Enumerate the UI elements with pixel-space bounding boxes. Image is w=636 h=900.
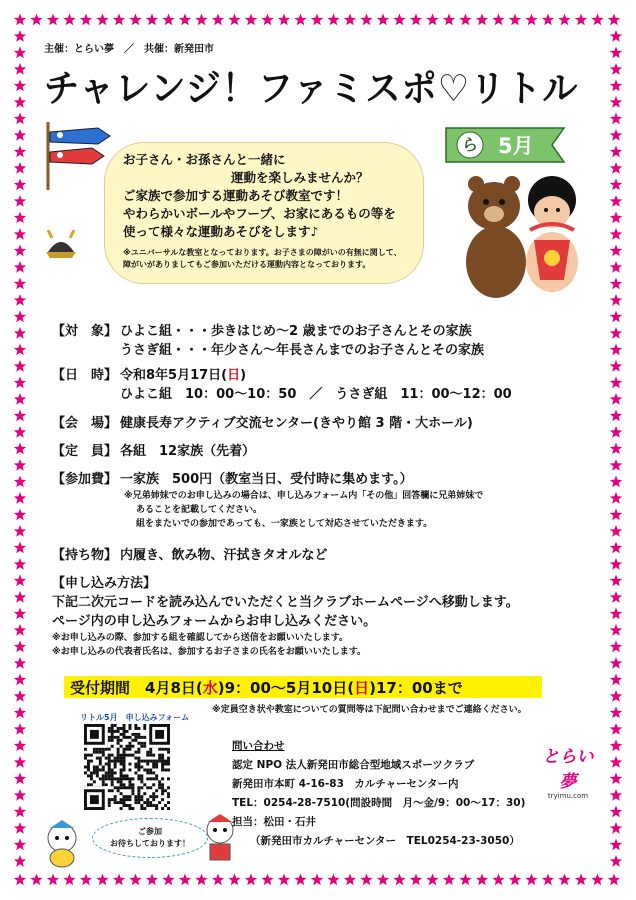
border-star [14,96,26,108]
border-star [14,410,26,422]
border-star [14,377,26,389]
border-star [492,874,504,886]
border-star [14,740,26,752]
border-star [14,707,26,719]
border-star [14,14,26,26]
border-star [261,874,273,886]
border-star [610,855,622,867]
border-star [113,874,125,886]
border-star [610,96,622,108]
border-star [610,63,622,75]
logo-text: とらい夢 [542,747,594,792]
intro-line-2: 運動を楽しみませんか？ [231,170,369,185]
border-star [610,129,622,141]
border-star [610,393,622,405]
border-star [610,261,622,273]
border-star [14,542,26,554]
kintaro-icon [526,176,578,292]
border-star [162,14,174,26]
border-star [47,874,59,886]
border-star [195,14,207,26]
border-star [80,874,92,886]
border-star [610,47,622,59]
border-star [14,509,26,521]
border-star [610,426,622,438]
border-star [113,14,125,26]
border-star [294,874,306,886]
date-label: 【日 時】 [52,368,118,383]
border-star [426,874,438,886]
border-star [525,874,537,886]
border-star [14,806,26,818]
border-star [610,789,622,801]
border-star [610,674,622,686]
border-star [610,707,622,719]
border-star [14,146,26,158]
border-star [261,14,273,26]
bear-icon [466,176,526,298]
intro-line-4: やわらかいボールやフープ、お家にあるもの等を [123,206,396,221]
border-star [610,327,622,339]
border-star [14,360,26,372]
border-star [14,492,26,504]
border-star [278,874,290,886]
badge-month: 5月 [498,134,534,158]
border-star [14,327,26,339]
border-star [610,228,622,240]
border-star [610,740,622,752]
border-star [14,476,26,488]
border-star [14,789,26,801]
qr-label: リトル5月 申し込みフォーム [80,713,190,722]
border-star [14,245,26,257]
border-star [14,162,26,174]
border-star [610,641,622,653]
border-star [610,245,622,257]
speech-line-1: ご参加 [138,827,162,836]
border-star [393,874,405,886]
bring-text: 内履き、飲み物、汗拭きタオルなど [120,548,328,563]
border-star [327,14,339,26]
border-star [294,14,306,26]
border-star [96,874,108,886]
badge-kanji: ら [462,135,479,154]
border-star [377,874,389,886]
fee-note-1: ※兄弟姉妹でのお申し込みの場合は、申し込みフォーム内「その他」回答欄に兄弟姉妹で [124,491,484,501]
border-star [610,410,622,422]
border-star [610,624,622,636]
capacity-text: 各組 12家族（先着） [120,444,256,459]
fee-text: 一家族 500円（教室当日、受付時に集めます。） [120,472,413,487]
border-star [311,874,323,886]
tryimu-logo [536,742,600,800]
fee-label: 【参加費】 [52,472,118,487]
border-star [14,261,26,273]
apply-section [52,574,519,659]
border-star [14,624,26,636]
border-star [610,195,622,207]
border-star [14,674,26,686]
border-star [14,657,26,669]
border-star [30,874,42,886]
border-star [14,723,26,735]
contact-staff: 担当：松田・石井 [232,816,316,828]
apply-note-2: ※お申し込みの代表者氏名は、参加するお子さまの氏名をお願いいたします。 [52,647,367,657]
border-star [426,14,438,26]
target-line-1: ひよこ組・・・歩きはじめ～2 歳までのお子さんとその家族 [120,324,472,339]
inquiry-note: ※定員空き状や教室についての質問等は下記問い合わせまでご連絡ください。 [212,705,527,715]
border-star [146,14,158,26]
border-star [96,14,108,26]
border-star [542,14,554,26]
border-star [14,822,26,834]
border-star [610,162,622,174]
border-star [608,874,620,886]
border-star [610,773,622,785]
month-badge [440,124,570,166]
border-star [610,30,622,42]
border-star [360,874,372,886]
border-star [14,690,26,702]
capacity-label: 【定 員】 [52,444,118,459]
border-star [14,855,26,867]
border-star [509,874,521,886]
border-star [610,311,622,323]
border-star [610,344,622,356]
welcome-speech [92,818,208,858]
border-star [14,344,26,356]
border-star [610,558,622,570]
border-star [14,641,26,653]
border-star [608,14,620,26]
border-star [14,47,26,59]
border-star [14,575,26,587]
border-star [610,608,622,620]
border-star [228,874,240,886]
border-star [476,14,488,26]
contact-tel: TEL：0254-28-7510(問設時間 月～金/9：00～17：30) [232,797,526,809]
intro-line-5: 使って様々な運動あそびをします♪ [123,224,319,239]
border-star [14,773,26,785]
snowman-mascot-icon [38,818,86,868]
border-star [610,690,622,702]
border-star [610,492,622,504]
organizer-line: 主催：とらい夢 ／ 共催：新発田市 [44,44,214,55]
contact-org: 認定 NPO 法人新発田市総合型地域スポーツクラブ [232,759,475,771]
border-star [162,874,174,886]
border-star [610,377,622,389]
contact-center: （新発田市カルチャーセンター TEL0254-23-3050） [250,835,520,847]
border-star [610,806,622,818]
border-star [575,874,587,886]
date-section [52,366,512,404]
border-star [558,874,570,886]
period-day-2: 日 [354,679,370,697]
bring-label: 【持ち物】 [52,548,118,563]
venue-text: 健康長寿アクティブ交流センター(きやり館 3 階・大ホール) [120,416,473,431]
application-period [70,677,463,698]
border-star [410,14,422,26]
date-times: ひよこ組 10：00～10：50 ／ うさぎ組 11：00～12：00 [120,387,512,402]
kabuto-icon [44,230,78,262]
date-close: ) [240,368,247,383]
border-star [410,874,422,886]
target-line-2: うさぎ組・・・年少さん～年長さんまでのお子さんとその家族 [120,343,485,358]
border-star [610,294,622,306]
intro-line-1: お子さん・お孫さんと一緒に [123,152,286,167]
intro-note-2: 障がいがありましてもご参加いただける運動内容となっております。 [123,260,371,269]
border-star [80,14,92,26]
border-star [129,874,141,886]
venue-section [52,414,473,433]
logo-url: tryimu.com [547,792,589,800]
border-star [610,179,622,191]
border-star [63,874,75,886]
border-star [14,459,26,471]
border-star [610,542,622,554]
border-star [129,14,141,26]
border-star [459,874,471,886]
border-star [14,195,26,207]
border-star [14,228,26,240]
border-star [443,14,455,26]
border-star [492,14,504,26]
border-star [14,311,26,323]
qr-code[interactable] [84,724,170,810]
border-star [610,80,622,92]
border-star [14,393,26,405]
border-star [212,14,224,26]
border-star [14,525,26,537]
border-star [14,443,26,455]
border-star [14,874,26,886]
border-star [575,14,587,26]
border-star [14,179,26,191]
border-star [344,874,356,886]
date-main: 令和8年5月17日( [120,368,228,383]
border-star [443,874,455,886]
border-star [558,14,570,26]
border-star [610,360,622,372]
koinobori-icon [40,118,114,190]
border-star [360,14,372,26]
border-star [610,839,622,851]
target-label: 【対 象】 [52,324,118,339]
border-star [610,575,622,587]
border-star [14,113,26,125]
border-star [610,476,622,488]
border-star [610,657,622,669]
border-star [14,212,26,224]
border-star [195,874,207,886]
border-star [47,14,59,26]
border-star [179,14,191,26]
border-star [14,63,26,75]
border-star [610,723,622,735]
border-star [14,426,26,438]
border-star [393,14,405,26]
fee-section [52,470,483,531]
apply-line-1: 下記二次元コードを読み込んでいただくと当クラブホームページへ移動します。 [52,595,519,610]
border-star [610,459,622,471]
apply-note-1: ※お申し込みの際、参加する組を確認してから送信をお願いいたします。 [52,633,349,643]
border-star [179,874,191,886]
fee-note-3: 組をまたいでの参加であっても、一家族として対応させていただきます。 [136,519,433,529]
border-star [212,874,224,886]
border-star [311,14,323,26]
fee-note-2: あることを記載してください。 [136,505,263,515]
border-star [610,509,622,521]
border-star [14,30,26,42]
border-star [245,874,257,886]
border-star [228,14,240,26]
speech-line-2: お待ちしております！ [110,839,190,848]
intro-note-1: ※ユニバーサルな教室となっております。お子さまの障がいの有無に関して、 [123,248,402,257]
contact-title: 問い合わせ [232,740,285,752]
border-star [610,113,622,125]
bear-kintaro-illustration [452,170,602,300]
date-day: 日 [227,368,241,383]
border-star [146,874,158,886]
border-star [14,80,26,92]
border-star [610,146,622,158]
border-star [476,874,488,886]
border-star [377,14,389,26]
border-star [63,14,75,26]
border-star [245,14,257,26]
border-star [610,443,622,455]
border-star [591,14,603,26]
border-star [14,591,26,603]
apply-line-2: ページ内の申し込みフォームからお申し込みください。 [52,614,377,629]
border-star [591,874,603,886]
border-star [610,591,622,603]
border-star [610,525,622,537]
contact-address: 新発田市本町 4-16-83 カルチャーセンター内 [232,778,459,790]
intro-bubble [104,142,424,284]
border-star [14,278,26,290]
border-star [14,129,26,141]
border-star [327,874,339,886]
border-star [14,608,26,620]
border-star [459,14,471,26]
border-star [525,14,537,26]
apply-title: 【申し込み方法】 [52,576,157,591]
border-star [610,756,622,768]
border-star [509,14,521,26]
period-day-1: 水 [202,679,218,697]
border-star [14,756,26,768]
bring-section [52,546,327,565]
border-star [30,14,42,26]
period-mid: )9：00～5月10日( [217,679,355,697]
border-star [14,839,26,851]
border-star [14,558,26,570]
border-star [610,822,622,834]
capacity-section [52,442,255,461]
period-end: )17：00まで [369,679,463,697]
border-star [542,874,554,886]
border-star [610,278,622,290]
border-star [278,14,290,26]
venue-label: 【会 場】 [52,416,118,431]
target-section [52,322,484,360]
border-star [14,294,26,306]
period-label: 受付期間 4月8日( [70,679,203,697]
border-star [344,14,356,26]
contact-block [232,737,525,851]
intro-line-3: ご家族で参加する運動あそび教室です！ [123,188,349,203]
border-star [610,212,622,224]
page-title: チャレンジ！ファミスポ♡リトル [44,67,579,110]
